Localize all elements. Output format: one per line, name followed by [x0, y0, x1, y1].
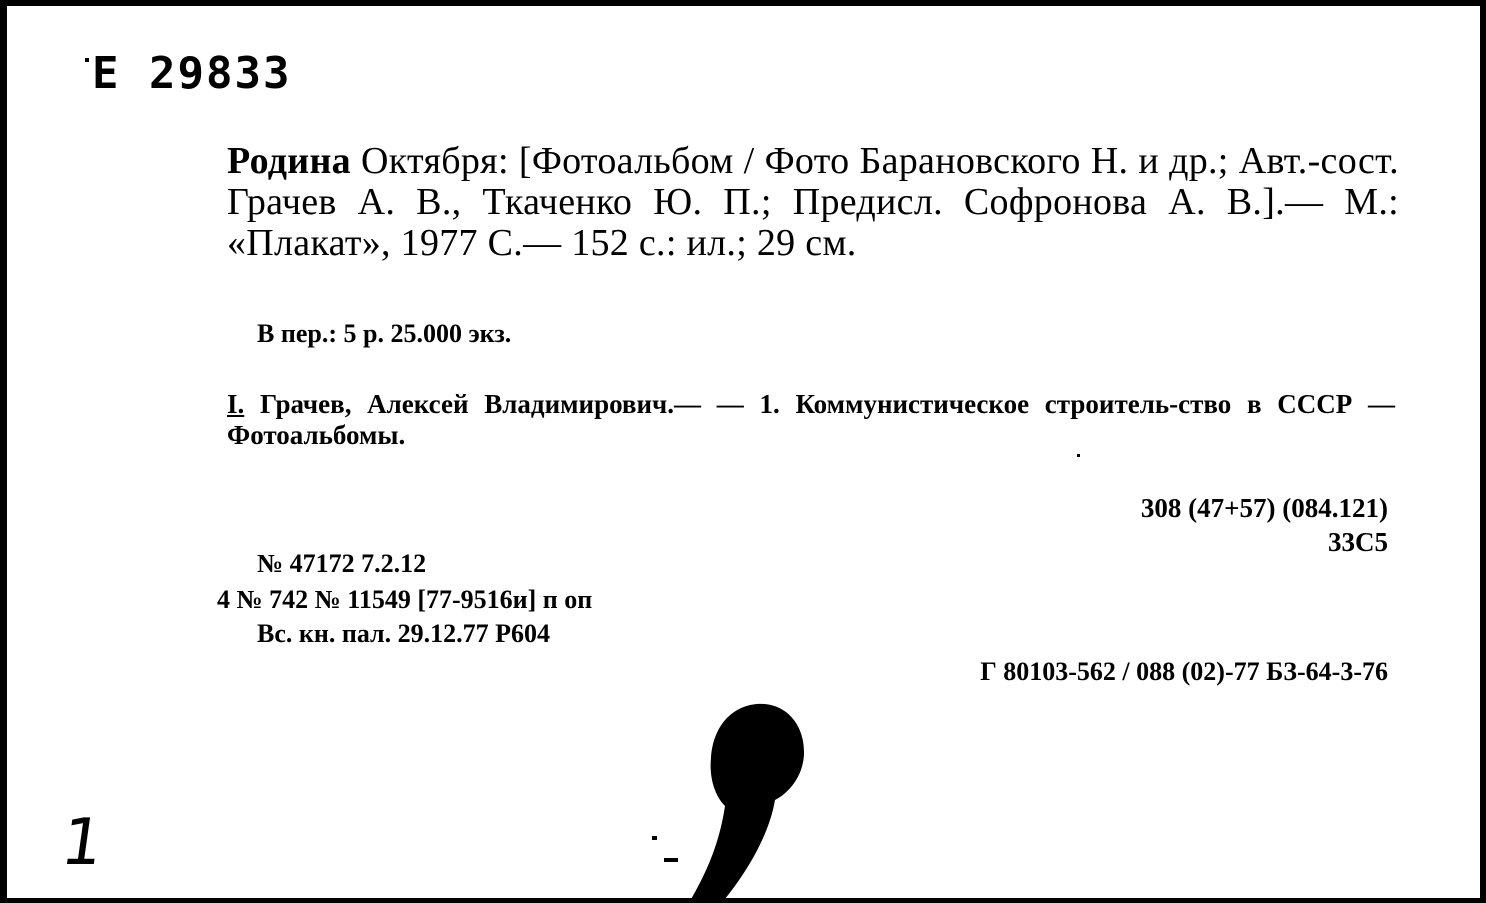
- price-line: В пер.: 5 р. 25.000 экз.: [257, 319, 512, 348]
- classification-index: 308 (47+57) (084.121): [1140, 493, 1388, 523]
- speck: [664, 858, 678, 862]
- tracing-roman-numeral: I.: [227, 389, 245, 419]
- ink-blot: [647, 696, 847, 898]
- tracing-text: Грачев, Алексей Владимирович.— — 1. Коммунистическое строитель-ство в СССР — Фотоальбомы.: [227, 389, 1395, 450]
- entry-description: Октября: [Фотоальбом / Фото Барановского Н. и др.; Авт.-сост. Грачев А. В., Ткаченко Ю. П.; Предисл. Софронова А. В.].— М.: «Плакат», 1977 С.— 152 с.: ил.; 29 см.: [227, 140, 1399, 264]
- bbk-line: Г 80103-562 / 088 (02)-77 БЗ-64-3-76: [980, 657, 1388, 686]
- handwritten-mark: 1: [56, 806, 108, 880]
- main-bibliographic-entry: [227, 141, 1399, 264]
- speck: [85, 58, 89, 62]
- entry-heading: Родина: [227, 140, 351, 182]
- register-line-1: № 47172 7.2.12: [257, 549, 427, 578]
- inventory-number: Е 29833: [92, 48, 292, 99]
- register-line-3: Вс. кн. пал. 29.12.77 Р604: [257, 619, 551, 648]
- speck: [652, 836, 657, 840]
- speck: [1077, 454, 1080, 457]
- catalog-card: [7, 6, 1480, 898]
- tracing-block: [227, 389, 1395, 451]
- register-line-2: 4 № 742 № 11549 [77-9516и] п оп: [217, 585, 593, 614]
- classification-code: 33С5: [1328, 527, 1388, 557]
